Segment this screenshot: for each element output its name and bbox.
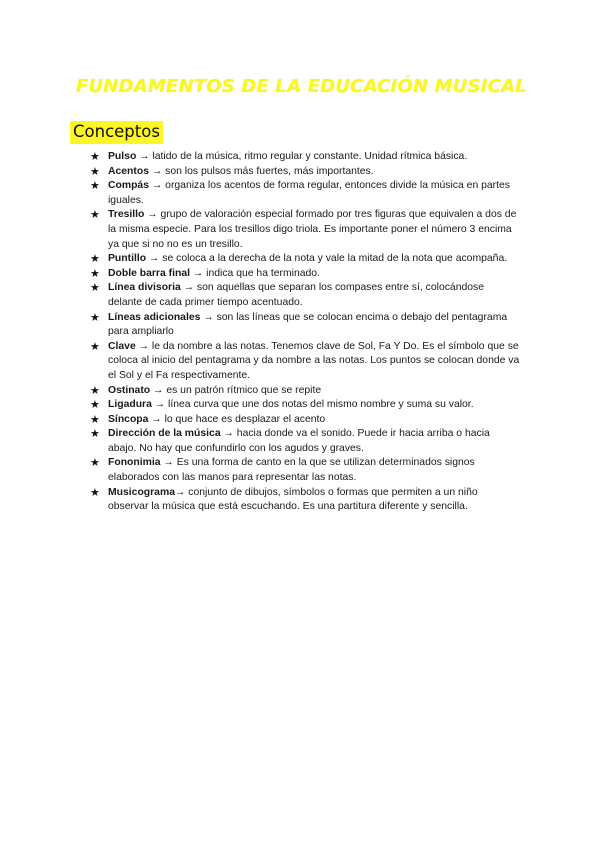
concept-definition: → conjunto de dibujos, símbolos o formas que permiten a un niño observar la música que está escuchando. Es una partitura diferente y sencilla. [108, 486, 478, 513]
star-icon: ★ [90, 399, 100, 412]
concept-definition: → Es una forma de canto en la que se utilizan determinados signos elaborados con las manos para representar las notas. [108, 457, 475, 484]
concept-term: Líneas adicionales [108, 311, 201, 323]
concept-term: Línea divisoria [108, 282, 181, 294]
concept-definition: → línea curva que une dos notas del mismo nombre y suma su valor. [151, 399, 474, 411]
list-item [90, 281, 520, 310]
list-item [90, 427, 520, 456]
concept-definition: → organiza los acentos de forma regular, entonces divide la música en partes iguales. [108, 180, 510, 206]
concept-term: Clave [108, 340, 136, 352]
section-heading: Conceptos [70, 121, 163, 144]
concept-definition: → son las líneas que se colocan encima o debajo del pentagrama para ampliarlo [108, 311, 508, 338]
concept-definition: → le da nombre a las notas. Tenemos clave de Sol, Fa Y Do. Es el símbolo que se coloca al inicio del pentagrama y da nombre a las notas. Los puntos se colocan donde va el Sol y el Fa respectivamente. [108, 340, 520, 381]
concept-list [90, 150, 520, 515]
concept-definition: → lo que hace es desplazar el acento [148, 413, 326, 425]
concept-definition: → se coloca a la derecha de la nota y vale la mitad de la nota que acompaña. [146, 253, 508, 265]
list-item [90, 486, 520, 515]
star-icon: ★ [90, 282, 100, 295]
concept-term: Dirección de la música [108, 428, 221, 440]
concept-definition: → hacia donde va el sonido. Puede ir hacia arriba o hacia abajo. No hay que confundirlo con los agudos y graves. [108, 428, 490, 454]
list-item [90, 179, 520, 208]
concept-definition: → son los pulsos más fuertes, más importantes. [149, 165, 374, 177]
list-item [90, 267, 520, 282]
list-item [90, 456, 520, 485]
concept-definition: → son aquellas que separan los compases entre sí, colocándose delante de cada primer tiempo acentuado. [108, 282, 485, 308]
star-icon: ★ [90, 253, 100, 266]
list-item [90, 150, 520, 165]
star-icon: ★ [90, 165, 100, 178]
star-icon: ★ [90, 486, 100, 499]
star-icon: ★ [90, 180, 100, 193]
concept-term: Síncopa [108, 413, 149, 425]
concept-term: Doble barra final [108, 267, 190, 279]
concept-definition: → es un patrón rítmico que se repite [150, 384, 322, 396]
concept-term: Acentos [108, 165, 149, 177]
star-icon: ★ [90, 457, 100, 470]
list-item [90, 398, 520, 413]
concept-term: Tresillo [108, 209, 145, 221]
concept-term: Puntillo [108, 253, 147, 265]
concept-term: Musicograma [108, 486, 175, 498]
concept-term: Pulso [108, 151, 137, 162]
star-icon: ★ [90, 209, 100, 222]
star-icon: ★ [90, 428, 100, 441]
concept-definition: → indica que ha terminado. [190, 267, 320, 279]
concept-definition: → grupo de valoración especial formado por tres figuras que equivalen a dos de la misma especie. Para los tresillos digo triola. Es importante poner el número 3 encima ya que si no no es un tresillo. [108, 209, 517, 250]
document-title: FUNDAMENTOS DE LA EDUCACIÓN MUSICAL [76, 76, 527, 97]
star-icon: ★ [90, 384, 100, 397]
concept-term: Ostinato [108, 384, 151, 396]
list-item [90, 384, 520, 399]
concept-term: Fononimia [108, 457, 161, 469]
star-icon: ★ [90, 311, 100, 324]
star-icon: ★ [90, 340, 100, 353]
concept-term: Ligadura [108, 399, 152, 411]
list-item [90, 340, 520, 384]
concept-term: Compás [108, 180, 149, 192]
star-icon: ★ [90, 413, 100, 426]
star-icon: ★ [90, 151, 100, 163]
list-item [90, 165, 520, 180]
concept-definition: → latido de la música, ritmo regular y constante. Unidad rítmica básica. [136, 151, 468, 162]
list-item [90, 252, 520, 267]
list-item [90, 208, 520, 252]
list-item [90, 311, 520, 340]
list-item [90, 413, 520, 428]
star-icon: ★ [90, 267, 100, 280]
